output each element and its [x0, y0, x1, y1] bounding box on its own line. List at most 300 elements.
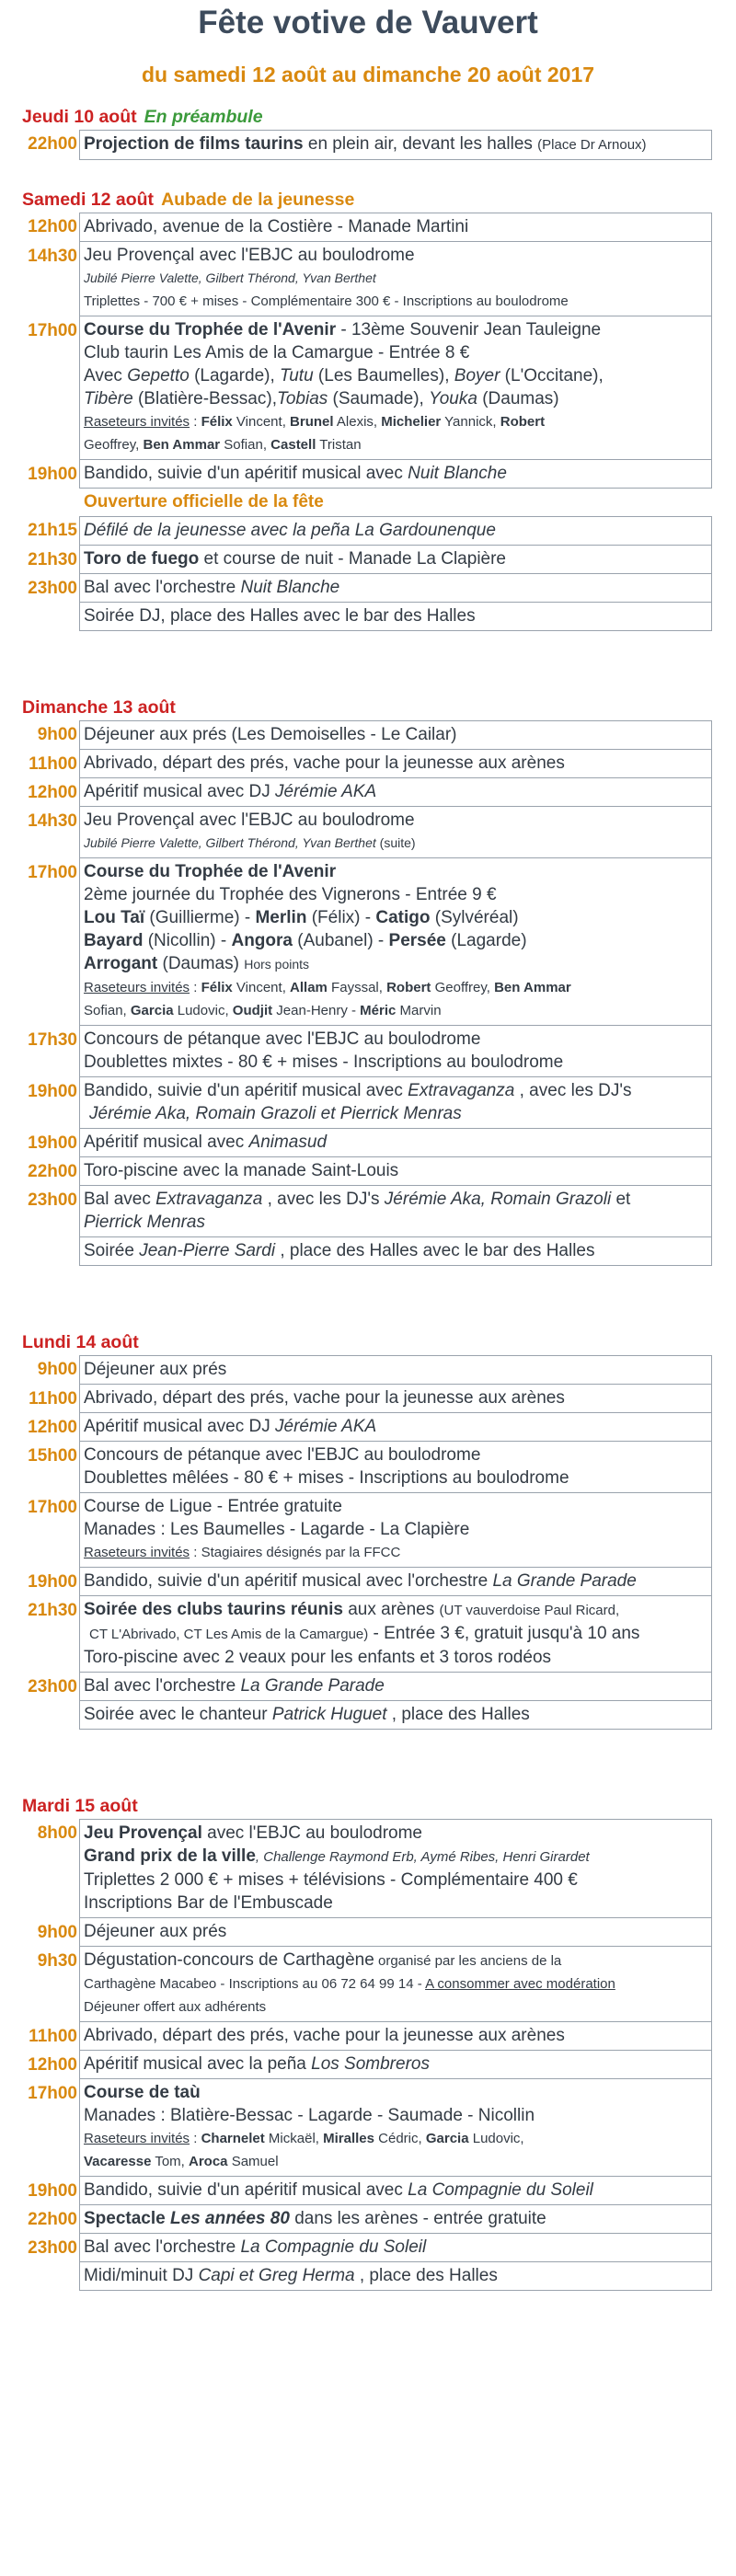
event-time: 19h00	[28, 2181, 77, 2201]
bull-name: Tutu	[280, 366, 314, 385]
event-text: Jeu Provençal avec l'EBJC au boulodrome	[84, 246, 415, 265]
event-cell	[79, 1186, 712, 1237]
event-cell	[79, 574, 712, 603]
raseteur-name: Méric	[360, 1003, 397, 1018]
event-time: 11h00	[29, 1389, 77, 1409]
event-cell	[79, 1918, 712, 1947]
day-label: Jeudi 10 août	[22, 107, 137, 127]
event-cell	[79, 130, 712, 160]
raseteur-name: Miralles	[323, 2131, 374, 2146]
event-cell	[79, 1026, 712, 1077]
t: Ludovic,	[468, 2131, 524, 2146]
event-row	[22, 2177, 712, 2205]
event-row	[22, 130, 712, 160]
event-title: Toro de fuego	[84, 549, 200, 569]
event-text: Déjeuner aux prés	[84, 1360, 227, 1379]
event-time: 23h00	[28, 1677, 77, 1696]
t: Jean-Henry -	[272, 1003, 361, 1018]
t: :	[190, 980, 201, 995]
bull-name: Lou Taï	[84, 908, 145, 927]
band-name: Nuit Blanche	[240, 578, 340, 597]
event-row	[22, 2234, 712, 2262]
event-row	[22, 516, 712, 546]
event-cell	[79, 1385, 712, 1413]
t: Hors points	[244, 957, 310, 972]
event-text: Triplettes 2 000 € + mises + télévisions - Complémentaire 400 €	[84, 1870, 578, 1890]
event-text: Abrivado, départ des prés, vache pour la jeunesse aux arènes	[84, 753, 565, 773]
band-name: Los Sombreros	[311, 2054, 430, 2074]
event-text: Doublettes mixtes - 80 € + mises - Inscriptions au boulodrome	[84, 1052, 564, 1072]
event-cell	[79, 1819, 712, 1918]
t: Cédric,	[374, 2131, 426, 2146]
event-row	[22, 2051, 712, 2079]
t: Bandido, suivie d'un apéritif musical avec	[84, 464, 408, 483]
event-time: 21h30	[28, 550, 77, 569]
event-cell	[79, 2079, 712, 2177]
event-cell	[79, 1673, 712, 1701]
event-row	[22, 574, 712, 603]
bull-name: Tibère	[84, 389, 133, 408]
t: Bal avec	[84, 1190, 156, 1209]
event-time: 19h00	[28, 1133, 77, 1153]
event-text: en plein air, devant les halles	[303, 134, 538, 154]
t: (suite)	[379, 835, 416, 850]
artist-name: Patrick Huguet	[271, 1705, 387, 1724]
bull-name: Merlin	[255, 908, 307, 927]
raseteur-name: Allam	[290, 980, 328, 995]
t: (Félix) -	[306, 908, 376, 927]
event-cell	[79, 213, 712, 242]
t: Geoffrey,	[84, 437, 144, 453]
raseteur-name: Ben Ammar	[494, 980, 571, 995]
event-cell	[79, 807, 712, 858]
event-cell	[79, 460, 712, 489]
t: Tom,	[151, 2154, 189, 2169]
raseteur-name: Oudjit	[232, 1003, 273, 1018]
event-time: 17h00	[28, 2084, 77, 2103]
event-text: Concours de pétanque avec l'EBJC au boulodrome	[84, 1029, 481, 1049]
event-cell	[79, 2022, 712, 2051]
t: Alexis,	[333, 414, 382, 430]
event-cell	[79, 1413, 712, 1442]
raseteur-name: Garcia	[425, 2131, 469, 2146]
event-row	[22, 2022, 712, 2051]
t: (Les Baumelles),	[313, 366, 454, 385]
day-mardi	[22, 1794, 712, 2291]
event-cell	[79, 778, 712, 807]
event-cell	[79, 1493, 712, 1568]
t: , avec les DJ's	[262, 1190, 385, 1209]
event-time: 9h00	[37, 1360, 77, 1379]
t: Défilé de la jeunesse avec la	[84, 521, 312, 540]
day-label: Dimanche 13 août	[22, 697, 176, 718]
band-name: La Compagnie du Soleil	[240, 2237, 427, 2257]
t: (Nicollin) -	[143, 931, 232, 950]
bull-name: Persée	[388, 931, 446, 950]
t: Soirée	[84, 1241, 140, 1260]
event-text: Soirée DJ, place des Halles avec le bar des Halles	[84, 606, 476, 626]
event-location: (Place Dr Arnoux)	[537, 137, 647, 153]
t: (Daumas)	[477, 389, 559, 408]
event-time: 14h30	[28, 811, 77, 831]
event-row	[22, 1385, 712, 1413]
day-jeudi	[22, 105, 712, 160]
raseteur-name: Vacaresse	[84, 2154, 152, 2169]
event-row	[22, 1673, 712, 1701]
day-samedi	[22, 188, 712, 631]
dj-name: Jérémie AKA	[275, 782, 377, 801]
t: CT L'Abrivado, CT Les Amis de la Camargue)	[89, 1627, 369, 1642]
event-text: Course de Ligue - Entrée gratuite	[84, 1497, 342, 1516]
event-row	[22, 242, 712, 316]
event-row	[22, 1918, 712, 1947]
day-dimanche	[22, 696, 712, 1266]
event-cell	[79, 2177, 712, 2205]
event-time: 17h30	[28, 1030, 77, 1050]
event-row	[22, 2205, 712, 2234]
t: Soirée avec le chanteur	[84, 1705, 272, 1724]
event-row	[22, 1819, 712, 1918]
day-heading	[22, 696, 712, 720]
event-title: Course du Trophée de l'Avenir	[84, 862, 337, 881]
raseteurs-label: Raseteurs invités	[84, 980, 190, 995]
day-lundi	[22, 1330, 712, 1730]
event-time: 9h00	[37, 1923, 77, 1942]
t: , Challenge Raymond Erb, Aymé Ribes, Henri Girardet	[255, 1849, 590, 1865]
event-time: 12h00	[28, 783, 77, 802]
raseteur-name: Robert	[386, 980, 431, 995]
day-label: Lundi 14 août	[22, 1332, 139, 1352]
event-title: Jeu Provençal	[84, 1823, 202, 1843]
event-time: 23h00	[28, 1190, 77, 1210]
event-cell	[79, 316, 712, 460]
day-heading	[22, 188, 712, 213]
raseteur-name: Robert	[500, 414, 546, 430]
event-detail: Triplettes - 700 € + mises - Complémentaire 300 € - Inscriptions au boulodrome	[84, 293, 569, 309]
bull-name: Arrogant	[84, 954, 158, 973]
event-cell	[79, 489, 712, 516]
event-cell	[79, 603, 712, 631]
artist-name: Jean-Pierre Sardi	[139, 1241, 276, 1260]
event-text: Abrivado, départ des prés, vache pour la jeunesse aux arènes	[84, 1388, 565, 1408]
event-time: 11h00	[29, 754, 77, 774]
event-row	[22, 2262, 712, 2291]
event-title: Les années 80	[170, 2209, 290, 2228]
t: Geoffrey,	[431, 980, 495, 995]
t: peña La Gardounenque	[311, 521, 496, 540]
t: , place des Halles	[354, 2266, 498, 2285]
event-text: Toro-piscine avec la manade Saint-Louis	[84, 1161, 399, 1180]
event-row	[22, 1157, 712, 1186]
event-title: Course de taù	[84, 2083, 201, 2102]
event-row	[22, 750, 712, 778]
raseteur-name: Garcia	[130, 1003, 174, 1018]
t: Carthagène Macabeo - Inscriptions au 06 72 64 99 14 -	[84, 1976, 426, 1992]
event-time: 19h00	[28, 465, 77, 484]
event-time: 15h00	[28, 1446, 77, 1466]
raseteur-name: Ben Ammar	[143, 437, 221, 453]
event-time: 21h30	[28, 1601, 77, 1620]
event-time-empty	[22, 603, 79, 631]
t: Apéritif musical avec	[84, 1133, 249, 1152]
event-cell	[79, 2051, 712, 2079]
event-time: 22h00	[28, 2210, 77, 2229]
bull-name: Bayard	[84, 931, 144, 950]
t: Avec	[84, 366, 128, 385]
event-time: 21h15	[28, 521, 77, 540]
event-row	[22, 1237, 712, 1266]
band-name: Animasud	[248, 1133, 328, 1152]
t: : Stagiaires désignés par la FFCC	[190, 1545, 401, 1560]
event-cell	[79, 1947, 712, 2022]
event-row	[22, 1026, 712, 1077]
event-time-empty	[22, 2262, 79, 2291]
t: (L'Occitane),	[500, 366, 604, 385]
event-row	[22, 1186, 712, 1237]
t: (Lagarde),	[189, 366, 281, 385]
t: et	[611, 1190, 631, 1209]
t: Sofian,	[84, 1003, 131, 1018]
t: A consommer avec modération	[425, 1976, 615, 1992]
event-text: Abrivado, avenue de la Costière - Manade Martini	[84, 217, 469, 236]
event-row	[22, 546, 712, 574]
event-time: 23h00	[28, 2238, 77, 2258]
raseteur-name: Aroca	[189, 2154, 228, 2169]
day-heading	[22, 105, 712, 130]
event-text: Club taurin Les Amis de la Camargue - Entrée 8 €	[84, 343, 470, 362]
event-cell	[79, 1129, 712, 1157]
event-text: 2ème journée du Trophée des Vignerons - Entrée 9 €	[84, 885, 497, 904]
event-text: Toro-piscine avec 2 veaux pour les enfants et 3 toros rodéos	[84, 1648, 552, 1667]
event-cell	[79, 858, 712, 1026]
event-cell	[79, 1355, 712, 1385]
dj-names: Jérémie Aka, Romain Grazoli	[384, 1190, 612, 1209]
bull-name: Catigo	[375, 908, 431, 927]
event-time: 9h00	[37, 725, 77, 744]
band-name: Nuit Blanche	[408, 464, 507, 483]
event-title: Soirée des clubs taurins réunis	[84, 1600, 343, 1619]
event-row	[22, 1596, 712, 1673]
event-time: 14h30	[28, 247, 77, 266]
t: Ludovic,	[173, 1003, 233, 1018]
t: Midi/minuit DJ	[84, 2266, 199, 2285]
dj-names: Jérémie Aka, Romain Grazoli et Pierrick Menras	[89, 1104, 462, 1123]
t: Bal avec l'orchestre	[84, 578, 241, 597]
t: Vincent,	[232, 980, 291, 995]
event-time: 17h00	[28, 863, 77, 882]
event-detail: Jubilé Pierre Valette, Gilbert Thérond, Yvan Berthet	[84, 835, 376, 850]
t: Bandido, suivie d'un apéritif musical avec	[84, 1081, 408, 1100]
event-text: Inscriptions Bar de l'Embuscade	[84, 1893, 333, 1913]
t: , place des Halles	[386, 1705, 530, 1724]
event-time-empty	[22, 1237, 79, 1266]
event-text: Abrivado, départ des prés, vache pour la jeunesse aux arènes	[84, 2026, 565, 2045]
bull-name: Tobias	[276, 389, 328, 408]
event-detail: Jubilé Pierre Valette, Gilbert Thérond, Yvan Berthet	[84, 270, 376, 285]
band-name: Extravaganza	[155, 1190, 263, 1209]
event-row	[22, 1442, 712, 1493]
t: Mickaël,	[264, 2131, 324, 2146]
event-title: Course du Trophée de l'Avenir	[84, 320, 337, 339]
raseteur-name: Brunel	[290, 414, 334, 430]
t: , place des Halles avec le bar des Halles	[275, 1241, 595, 1260]
band-name: La Grande Parade	[240, 1676, 385, 1696]
t: Apéritif musical avec DJ	[84, 782, 276, 801]
event-time: 12h00	[28, 217, 77, 236]
event-text: Jeu Provençal avec l'EBJC au boulodrome	[84, 811, 415, 830]
event-time: 12h00	[28, 1418, 77, 1437]
t: dans les arènes - entrée gratuite	[289, 2209, 546, 2228]
t: Marvin	[396, 1003, 442, 1018]
t: (Aubanel) -	[292, 931, 389, 950]
event-time: 17h00	[28, 1498, 77, 1517]
t: - Entrée 3 €, gratuit jusqu'à 10 ans	[368, 1624, 640, 1643]
t: :	[190, 2131, 201, 2146]
event-row	[22, 489, 712, 516]
event-cell	[79, 2262, 712, 2291]
t: et course de nuit - Manade La Clapière	[199, 549, 507, 569]
t: Sofian,	[220, 437, 271, 453]
raseteurs-label: Raseteurs invités	[84, 1545, 190, 1560]
t: (Blatière-Bessac),	[132, 389, 277, 408]
t: Bal avec l'orchestre	[84, 2237, 241, 2257]
t: Bandido, suivie d'un apéritif musical avec	[84, 2180, 408, 2200]
bull-name: Angora	[231, 931, 293, 950]
event-time: 19h00	[28, 1572, 77, 1592]
event-row	[22, 858, 712, 1026]
event-row	[22, 1413, 712, 1442]
event-title: Spectacle	[84, 2209, 170, 2228]
t: Tristan	[316, 437, 362, 453]
page-subtitle: du samedi 12 août au dimanche 20 août 2017	[141, 63, 595, 86]
t: (Guillierme) -	[144, 908, 256, 927]
t: Samuel	[227, 2154, 279, 2169]
opening-heading: Ouverture officielle de la fête	[84, 492, 324, 512]
day-note: Aubade de la jeunesse	[161, 190, 355, 210]
bull-name: Gepetto	[127, 366, 190, 385]
t: Bal avec l'orchestre	[84, 1676, 241, 1696]
event-cell	[79, 1237, 712, 1266]
t: (Sylvéréal)	[430, 908, 519, 927]
band-name: La Compagnie du Soleil	[408, 2180, 593, 2200]
bull-name: Youka	[429, 389, 477, 408]
event-cell	[79, 516, 712, 546]
raseteur-name: Charnelet	[201, 2131, 265, 2146]
event-text: Projection de films taurins	[84, 134, 304, 154]
day-note: En préambule	[144, 107, 263, 127]
band-name: Extravaganza	[408, 1081, 515, 1100]
event-time: 12h00	[28, 2055, 77, 2075]
t: Yannick,	[441, 414, 500, 430]
event-row	[22, 1947, 712, 2022]
event-time-empty	[22, 1701, 79, 1730]
event-cell	[79, 720, 712, 750]
event-text: Déjeuner aux prés (Les Demoiselles - Le Cailar)	[84, 725, 457, 744]
t: aux arènes	[342, 1600, 440, 1619]
event-row	[22, 1701, 712, 1730]
t: (Saumade),	[328, 389, 430, 408]
t: Dégustation-concours de Carthagène	[84, 1950, 374, 1970]
event-time-empty	[22, 489, 79, 516]
t: avec l'EBJC au boulodrome	[201, 1823, 422, 1843]
event-row	[22, 807, 712, 858]
event-cell	[79, 2234, 712, 2262]
event-text: Manades : Les Baumelles - Lagarde - La Clapière	[84, 1520, 470, 1539]
raseteur-name: Castell	[270, 437, 316, 453]
band-name: La Grande Parade	[492, 1571, 637, 1591]
event-cell	[79, 1442, 712, 1493]
event-time: 22h00	[28, 1162, 77, 1181]
t: (UT vauverdoise Paul Ricard,	[439, 1603, 620, 1618]
day-heading	[22, 1794, 712, 1819]
event-time: 19h00	[28, 1082, 77, 1101]
t: organisé par les anciens de la	[374, 1953, 562, 1969]
event-text: Concours de pétanque avec l'EBJC au boulodrome	[84, 1445, 481, 1465]
event-row	[22, 316, 712, 460]
day-label: Samedi 12 août	[22, 190, 155, 210]
raseteur-name: Félix	[201, 980, 233, 995]
dj-names: Pierrick Menras	[84, 1213, 205, 1232]
event-time: 22h00	[28, 134, 77, 154]
day-heading	[22, 1330, 712, 1355]
event-row	[22, 720, 712, 750]
event-row	[22, 2079, 712, 2177]
event-row	[22, 1129, 712, 1157]
event-row	[22, 603, 712, 631]
t: , avec les DJ's	[514, 1081, 632, 1100]
t: Vincent,	[232, 414, 291, 430]
event-row	[22, 1493, 712, 1568]
event-row	[22, 213, 712, 242]
event-title: Grand prix de la ville	[84, 1846, 256, 1866]
event-cell	[79, 1157, 712, 1186]
event-cell	[79, 2205, 712, 2234]
event-row	[22, 778, 712, 807]
event-row	[22, 1355, 712, 1385]
event-row	[22, 1568, 712, 1596]
t: Apéritif musical avec la peña	[84, 2054, 312, 2074]
raseteurs-label: Raseteurs invités	[84, 2131, 190, 2146]
t: Fayssal,	[327, 980, 387, 995]
event-time: 11h00	[29, 2027, 77, 2046]
event-cell	[79, 546, 712, 574]
raseteur-name: Michelier	[381, 414, 442, 430]
event-time: 9h30	[37, 1951, 77, 1971]
raseteur-name: Félix	[201, 414, 233, 430]
dj-names: Capi et Greg Herma	[198, 2266, 355, 2285]
event-cell	[79, 1077, 712, 1129]
event-time: 17h00	[28, 321, 77, 340]
raseteurs-label: Raseteurs invités	[84, 414, 190, 430]
event-row	[22, 1077, 712, 1129]
page-title: Fête votive de Vauvert	[198, 5, 538, 40]
day-label: Mardi 15 août	[22, 1796, 138, 1816]
t: Apéritif musical avec DJ	[84, 1417, 276, 1436]
t: (Daumas)	[157, 954, 245, 973]
event-text: Doublettes mêlées - 80 € + mises - Inscriptions au boulodrome	[84, 1468, 569, 1488]
event-text: - 13ème Souvenir Jean Tauleigne	[336, 320, 602, 339]
event-time: 8h00	[37, 1823, 77, 1843]
bull-name: Boyer	[454, 366, 500, 385]
event-cell	[79, 1701, 712, 1730]
event-cell	[79, 242, 712, 316]
event-cell	[79, 750, 712, 778]
event-row	[22, 460, 712, 489]
t: Bandido, suivie d'un apéritif musical avec l'orchestre	[84, 1571, 493, 1591]
event-cell	[79, 1596, 712, 1673]
dj-name: Jérémie AKA	[275, 1417, 377, 1436]
t: :	[190, 414, 201, 430]
